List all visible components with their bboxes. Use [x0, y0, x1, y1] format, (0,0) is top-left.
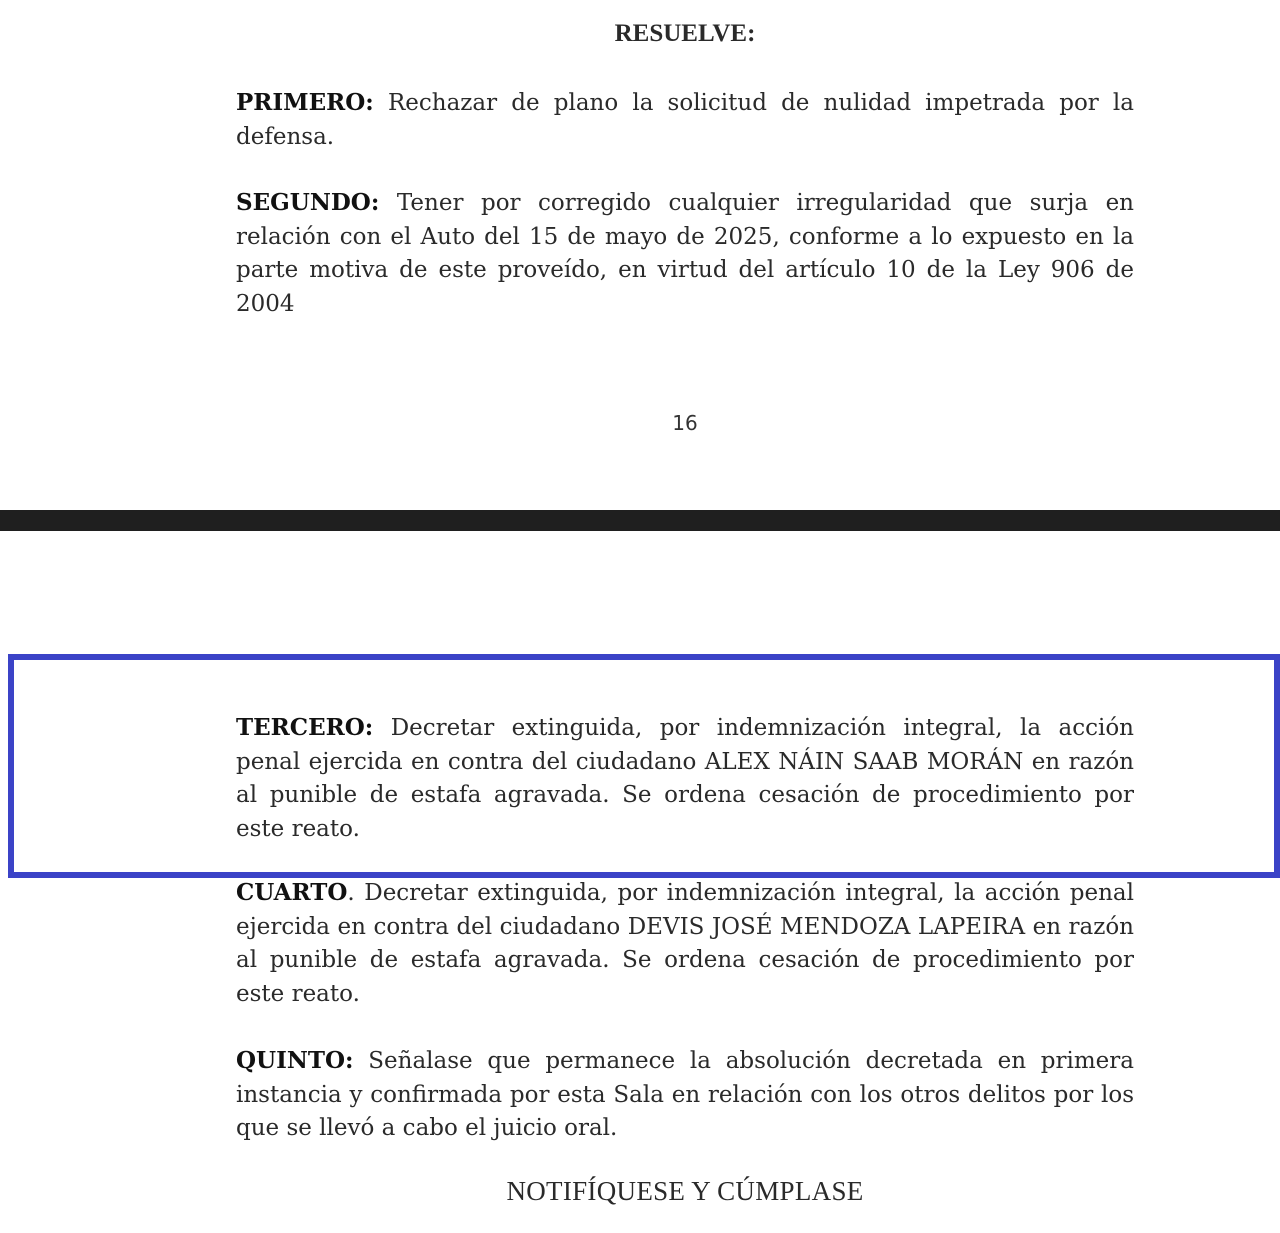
document-page-top	[0, 0, 1280, 510]
closing-statement: NOTIFÍQUESE Y CÚMPLASE	[506, 1176, 864, 1206]
paragraph-text: Decretar extinguida, por indemnización integral, la acción penal ejercida en contra del ciudadano ALEX NÁIN SAAB MORÁN en razón al punible de estafa agravada. Se ordena cesación de procedimiento por este reato.	[236, 715, 1134, 842]
paragraph-text: Señalase que permanece la absolución decretada en primera instancia y confirmada por esta Sala en relación con los otros delitos por los que se llevó a cabo el juicio oral.	[236, 1048, 1134, 1141]
paragraph-segundo	[236, 186, 1134, 321]
page-separator	[0, 510, 1280, 531]
paragraph-tercero	[236, 711, 1134, 846]
paragraph-label: TERCERO:	[236, 714, 374, 741]
paragraph-text: Rechazar de plano la solicitud de nulidad impetrada por la defensa.	[236, 90, 1134, 150]
paragraph-label: PRIMERO:	[236, 89, 374, 116]
paragraph-primero	[236, 86, 1134, 154]
paragraph-text: Tener por corregido cualquier irregularidad que surja en relación con el Auto del 15 de mayo de 2025, conforme a lo expuesto en la parte motiva de este proveído, en virtud del artículo 10 de la Ley 906 de 2004	[236, 190, 1134, 317]
paragraph-label: CUARTO	[236, 879, 348, 906]
resolution-heading: RESUELVE:	[614, 20, 756, 47]
paragraph-cuarto	[236, 876, 1134, 1011]
page-number: 16	[672, 411, 698, 435]
paragraph-label: QUINTO:	[236, 1047, 354, 1074]
paragraph-quinto	[236, 1044, 1134, 1146]
paragraph-text: . Decretar extinguida, por indemnización integral, la acción penal ejercida en contra del ciudadano DEVIS JOSÉ MENDOZA LAPEIRA en razón al punible de estafa agravada. Se ordena cesación de procedimiento por este reato.	[236, 880, 1134, 1007]
paragraph-label: SEGUNDO:	[236, 189, 380, 216]
